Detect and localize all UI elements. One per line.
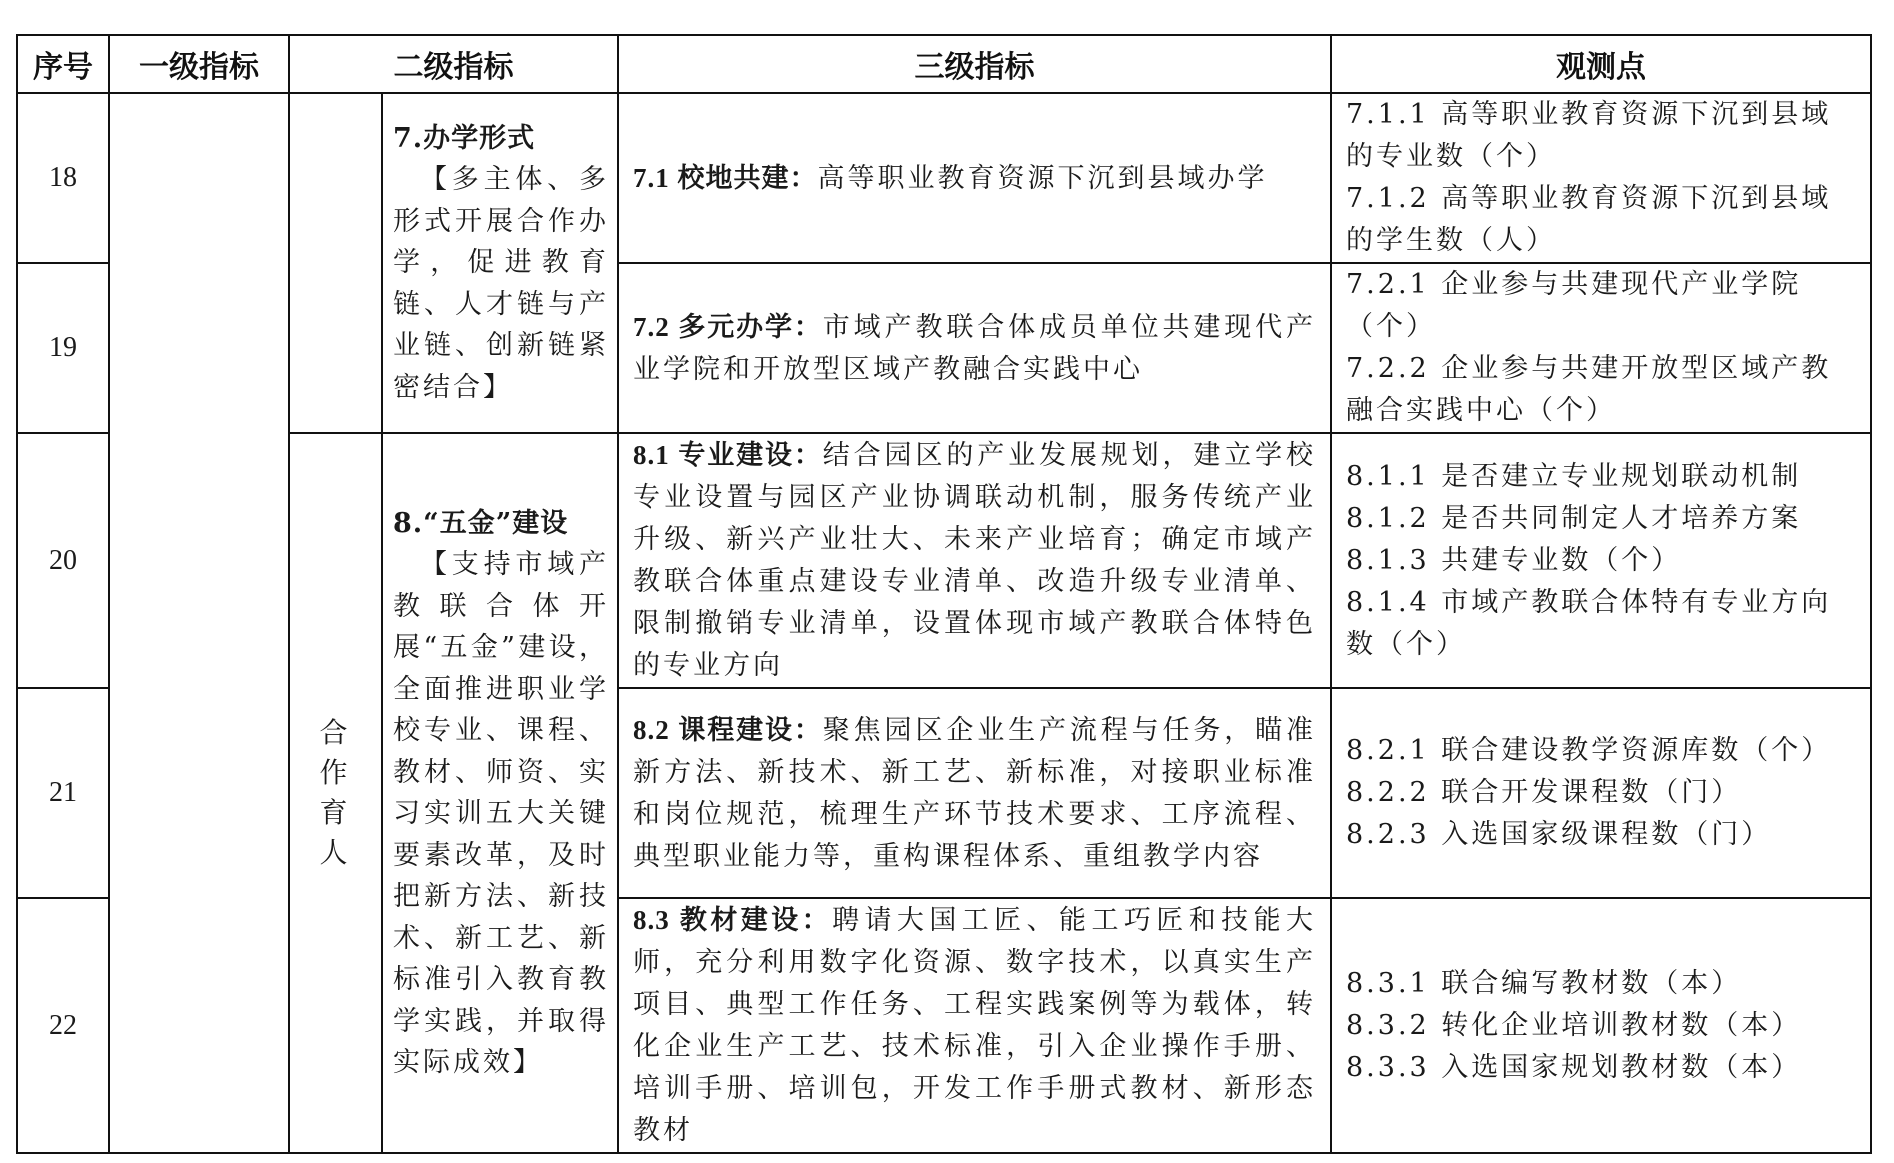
header-row [17, 35, 1871, 93]
indicator-table [16, 34, 1872, 1154]
level3-label: 7.2 多元办学： [633, 311, 823, 342]
header-observation: 观测点 [1331, 35, 1871, 93]
level3-text: 高等职业教育资源下沉到县域办学 [817, 162, 1268, 194]
seq-cell: 18 [17, 93, 109, 263]
level3-cell [618, 898, 1331, 1153]
observation-item: 7.2.1 企业参与共建现代产业学院（个） [1346, 269, 1802, 342]
seq-cell: 21 [17, 688, 109, 898]
observation-cell [1331, 93, 1871, 263]
level2-category-cell [289, 93, 382, 433]
observation-item: 8.2.2 联合开发课程数（门） [1346, 777, 1742, 808]
level3-label: 7.1 校地共建： [633, 162, 818, 193]
level3-label: 8.1 专业建设： [633, 440, 823, 470]
observation-item: 8.3.3 入选国家规划教材数（本） [1346, 1051, 1802, 1083]
level2-category-cell [289, 433, 382, 1153]
level3-cell [618, 263, 1331, 433]
observation-item: 8.2.1 联合建设教学资源库数（个） [1346, 735, 1832, 766]
level2-group7-cell [382, 93, 618, 433]
level2-title: 7.办学形式 [393, 122, 536, 154]
observation-cell [1331, 688, 1871, 898]
level3-label: 8.2 课程建设： [633, 714, 823, 745]
header-level3: 三级指标 [618, 35, 1331, 93]
level2-category-label: 合作育人 [319, 716, 352, 869]
level3-label: 8.3 教材建设： [633, 905, 833, 935]
observation-item: 8.1.3 共建专业数（个） [1346, 544, 1682, 576]
seq-cell: 20 [17, 433, 109, 688]
header-seq: 序号 [17, 35, 109, 93]
observation-cell [1331, 433, 1871, 688]
observation-cell [1331, 898, 1871, 1153]
observation-item: 7.2.2 企业参与共建开放型区域产教融合实践中心（个） [1346, 353, 1832, 426]
observation-item: 8.3.1 联合编写教材数（本） [1346, 967, 1742, 999]
seq-cell: 22 [17, 898, 109, 1153]
observation-item: 8.1.4 市域产教联合体特有专业方向数（个） [1346, 586, 1832, 660]
observation-item: 7.1.2 高等职业教育资源下沉到县域的学生数（人） [1346, 183, 1832, 256]
table-row [17, 93, 1871, 263]
level2-desc: 【多主体、多形式开展合作办学，促进教育链、人才链与产业链、创新链紧密结合】 [393, 164, 609, 403]
observation-item: 8.3.2 转化企业培训教材数（本） [1346, 1009, 1802, 1041]
level3-text: 市域产教联合体成员单位共建现代产业学院和开放型区域产教融合实践中心 [633, 311, 1317, 385]
observation-item: 8.1.1 是否建立专业规划联动机制 [1346, 460, 1802, 492]
level2-desc: 【支持市域产教联合体开展“五金”建设，全面推进职业学校专业、课程、教材、师资、实习实训五大关键要素改革，及时把新方法、新技术、新工艺、新标准引入教育教学实践，并取得实际成效】 [393, 549, 609, 1078]
level3-text: 结合园区的产业发展规划，建立学校专业设置与园区产业协调联动机制，服务传统产业升级、新兴产业壮大、未来产业培育；确定市域产教联合体重点建设专业清单、改造升级专业清单、限制撤销专业清单，设置体现市域产教联合体特色的专业方向 [633, 440, 1317, 681]
seq-cell: 19 [17, 263, 109, 433]
observation-item: 8.2.3 入选国家级课程数（门） [1346, 819, 1772, 850]
observation-cell [1331, 263, 1871, 433]
observation-item: 8.1.2 是否共同制定人才培养方案 [1346, 502, 1802, 534]
level2-title: 8.“五金”建设 [393, 507, 569, 539]
level3-cell [618, 433, 1331, 688]
level3-text: 聘请大国工匠、能工巧匠和技能大师，充分利用数字化资源、数字技术，以真实生产项目、典型工作任务、工程实践案例等为载体，转化企业生产工艺、技术标准，引入企业操作手册、培训手册、培训包，开发工作手册式教材、新形态教材 [633, 905, 1317, 1146]
table-row [17, 433, 1871, 688]
level1-cell [109, 93, 289, 1153]
header-level1: 一级指标 [109, 35, 289, 93]
observation-item: 7.1.1 高等职业教育资源下沉到县域的专业数（个） [1346, 99, 1832, 172]
level3-text: 聚焦园区企业生产流程与任务，瞄准新方法、新技术、新工艺、新标准，对接职业标准和岗位规范，梳理生产环节技术要求、工序流程、典型职业能力等，重构课程体系、重组教学内容 [633, 714, 1317, 872]
level3-cell [618, 688, 1331, 898]
level3-cell [618, 93, 1331, 263]
level2-group8-cell [382, 433, 618, 1153]
header-level2: 二级指标 [289, 35, 618, 93]
